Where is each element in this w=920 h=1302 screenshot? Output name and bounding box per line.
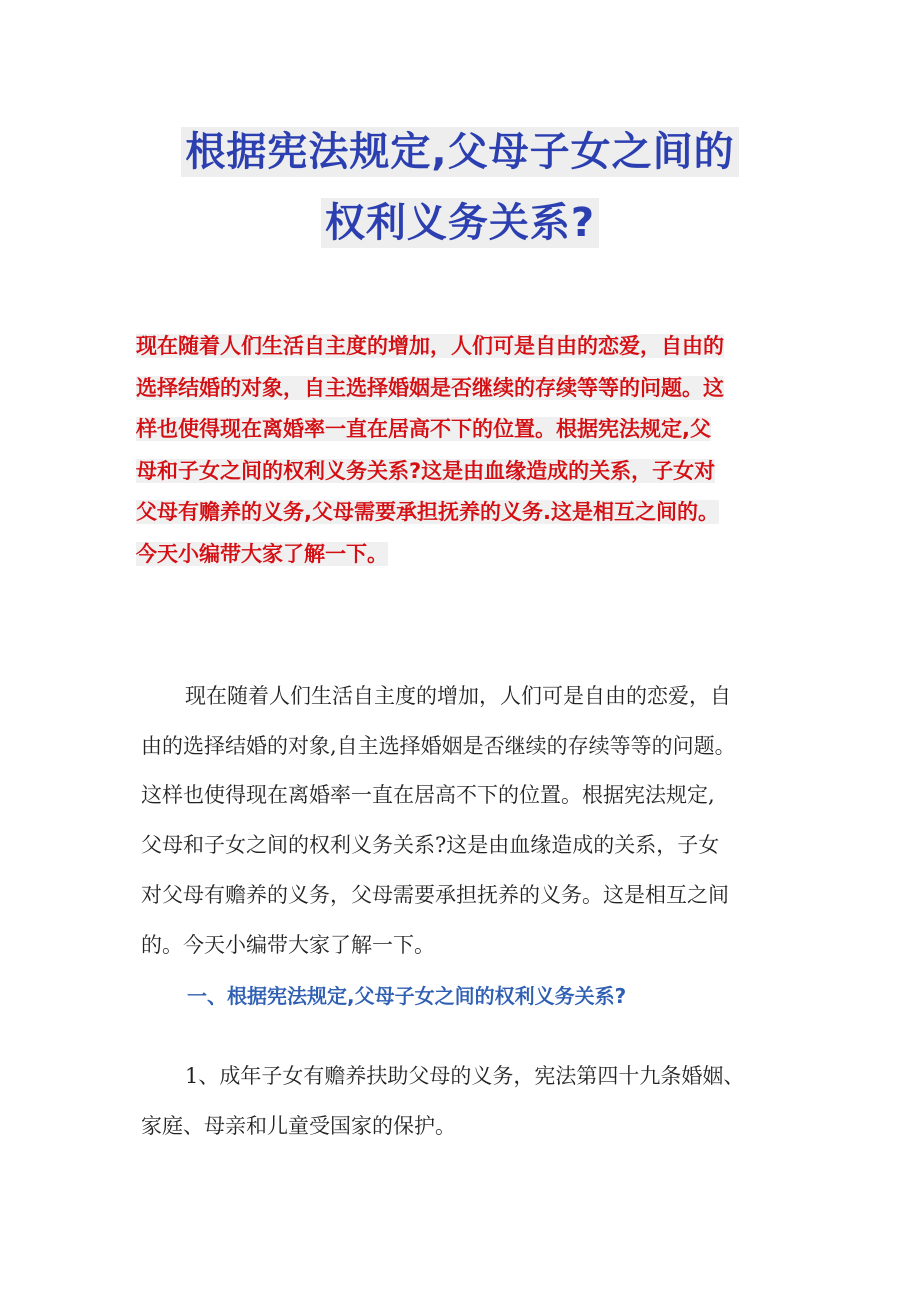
paragraph-line: 家庭、母亲和儿童受国家的保护。 [141,1113,456,1138]
summary-line: 样也使得现在离婚率一直在居高不下的位置。根据宪法规定,父 [136,417,711,441]
paragraph-line: 父母和子女之间的权利义务关系?这是由血缘造成的关系，子女 [141,833,720,858]
document-title-line-1 [0,122,920,182]
summary-line: 母和子女之间的权利义务关系?这是由血缘造成的关系，子女对 [136,458,716,483]
body-paragraph-2 [141,1052,801,1151]
paragraph-line: 由的选择结婚的对象,自主选择婚姻是否继续的存续等等的问题。 [141,733,736,758]
title-text-2: 权利义务关系? [321,198,599,248]
summary-line: 选择结婚的对象，自主选择婚姻是否继续的存续等等的问题。这 [136,375,724,400]
section-heading-1: 一、根据宪法规定,父母子女之间的权利义务关系? [187,984,627,1008]
summary-line: 今天小编带大家了解一下。 [136,541,388,566]
body-paragraph-1 [141,672,801,970]
paragraph-line: 现在随着人们生活自主度的增加，人们可是自由的恋爱，自 [185,684,731,708]
summary-paragraph [136,326,796,575]
summary-line: 父母有赡养的义务,父母需要承担抚养的义务.这是相互之间的。 [136,500,719,524]
summary-line: 现在随着人们生活自主度的增加，人们可是自由的恋爱，自由的 [136,334,724,358]
title-text-1: 根据宪法规定,父母子女之间的 [181,127,738,177]
paragraph-line: 对父母有赡养的义务，父母需要承担抚养的义务。这是相互之间 [141,882,729,907]
document-title-line-2 [0,193,920,253]
paragraph-line: 1、成年子女有赡养扶助父母的义务，宪法第四十九条婚姻、 [185,1064,745,1088]
paragraph-line: 的。今天小编带大家了解一下。 [141,932,435,957]
paragraph-line: 这样也使得现在离婚率一直在居高不下的位置。根据宪法规定, [141,783,715,808]
